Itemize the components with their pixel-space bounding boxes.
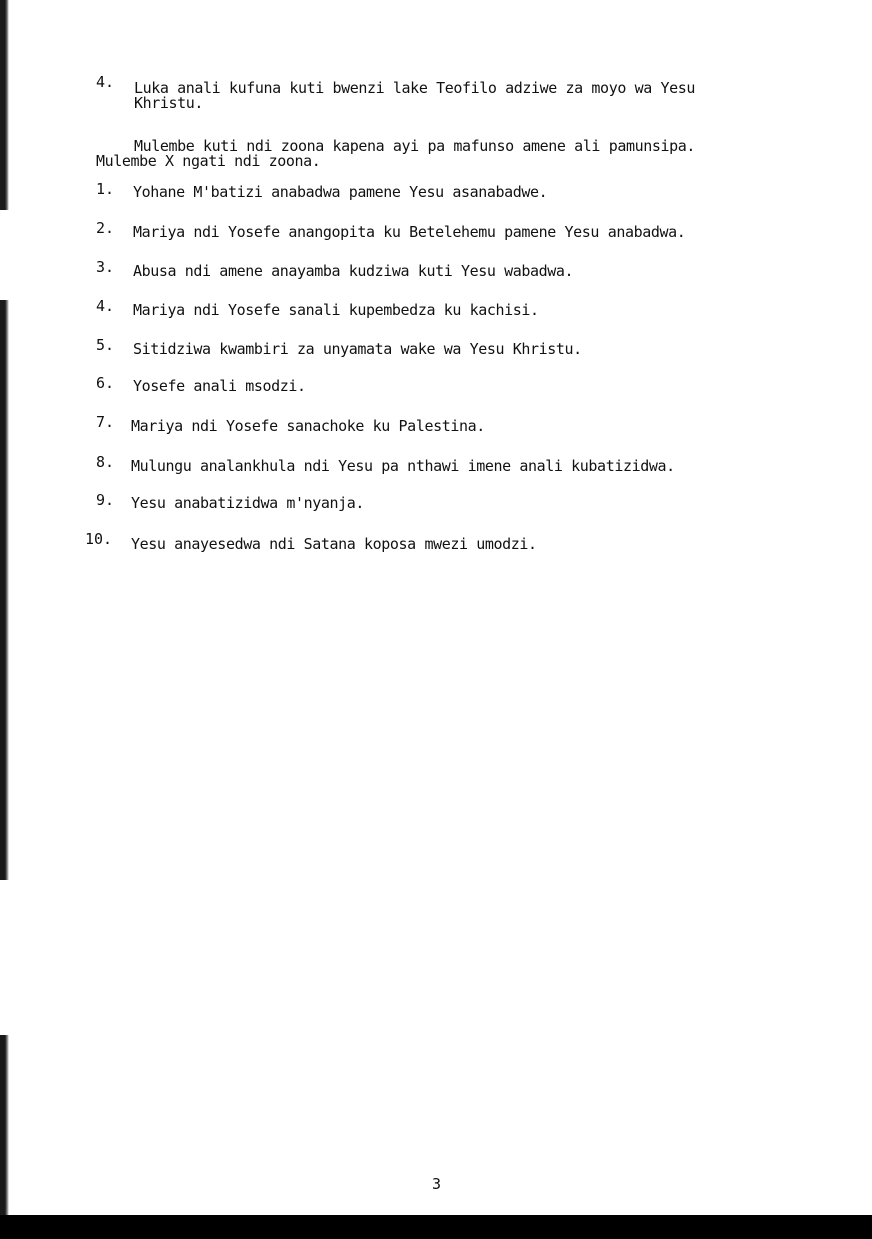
statement-number: 10. [85,530,113,548]
scan-edge-left [0,0,9,210]
page-number: 3 [432,1175,442,1193]
statement-number: 5. [96,336,115,354]
scan-edge-left [0,300,9,880]
intro-item-text-line1: Luka anali kufuna kuti bwenzi lake Teofilo adziwe za moyo wa Yesu [134,79,695,97]
statement-text: Yohane M'batizi anabadwa pamene Yesu asanabadwe. [133,183,548,201]
statement-text: Mariya ndi Yosefe sanachoke ku Palestina. [131,417,485,435]
statement-number: 8. [96,453,115,471]
scan-edge-left [0,1035,9,1220]
statement-number: 9. [96,491,115,509]
statement-number: 2. [96,219,115,237]
statement-text: Sitidziwa kwambiri za unyamata wake wa Yesu Khristu. [133,340,582,358]
statement-text: Yosefe anali msodzi. [133,377,306,395]
instructions-line2: Mulembe X ngati ndi zoona. [96,152,321,170]
statement-text: Mulungu analankhula ndi Yesu pa nthawi imene anali kubatizidwa. [131,457,675,475]
statement-text: Yesu anayesedwa ndi Satana koposa mwezi umodzi. [131,535,537,553]
instructions-line1: Mulembe kuti ndi zoona kapena ayi pa mafunso amene ali pamunsipa. [134,137,695,155]
intro-item-text-line2: Khristu. [134,94,204,112]
statement-text: Yesu anabatizidwa m'nyanja. [131,494,365,512]
scan-edge-bottom [0,1215,872,1239]
statement-text: Abusa ndi amene anayamba kudziwa kuti Yesu wabadwa. [133,262,574,280]
statement-text: Mariya ndi Yosefe sanali kupembedza ku kachisi. [133,301,539,319]
intro-item-number: 4. [96,73,115,91]
statement-number: 4. [96,297,115,315]
statement-number: 3. [96,258,115,276]
statement-number: 1. [96,180,115,198]
statement-number: 6. [96,374,115,392]
statement-text: Mariya ndi Yosefe anangopita ku Betelehemu pamene Yesu anabadwa. [133,223,686,241]
statement-number: 7. [96,413,115,431]
